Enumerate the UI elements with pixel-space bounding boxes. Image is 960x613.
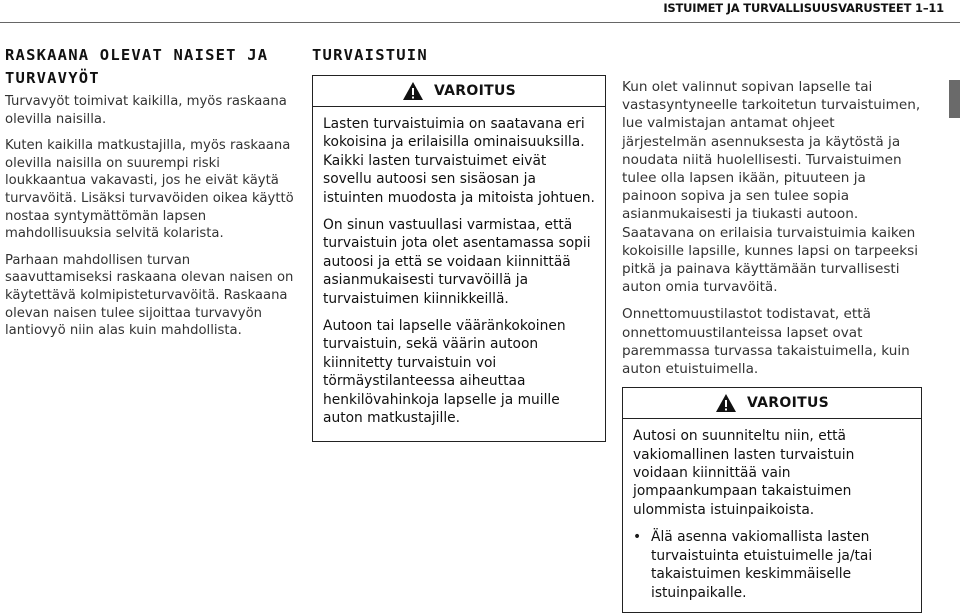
warning-box: [312, 75, 606, 442]
right-column: [622, 78, 922, 613]
warning-paragraph: Autosi on suunniteltu niin, että vakiomallinen lasten turvaistuin voidaan kiinnittää vain jompaankumpaan takaistuimen ulommista istuinpaikoista.: [633, 428, 855, 518]
chapter-thumb-tab: [949, 80, 960, 118]
paragraph: Turvavyöt toimivat kaikilla, myös raskaana olevilla naisilla.: [5, 94, 287, 127]
section-title-pregnant-women: RASKAANA OLEVAT NAISET JA TURVAVYÖT: [5, 46, 269, 87]
warning-box: [622, 387, 922, 613]
header-rule: [0, 22, 960, 23]
paragraph: Parhaan mahdollisen turvan saavuttamiseksi raskaana olevan naisen on käytettävä kolmipisteturvavöitä. Raskaana olevan naisen tulee sijoittaa turvavyön lantiovyö niin alas kuin mahdollista.: [5, 252, 294, 339]
paragraph: Kun olet valinnut sopivan lapselle tai vastasyntyneelle tarkoitetun turvaistuimen, lue valmistajan antamat ohjeet järjestelmän asennuksesta ja käytöstä ja noudata niitä huolellisesti. Turvaistuimen tulee olla lapsen ikään, pituuteen ja painoon sopiva ja sen tulee sopia asianmukaisesti ja tiukasti autoon. Saatavana on erilaisia turvaistuimia kaiken kokoisille lapsille, kunnes lapsi on tarpeeksi pitkä ja painava käyttämään turvallisesti auton omia turvavöitä.: [622, 79, 921, 296]
middle-column: [312, 44, 606, 442]
paragraph: Kuten kaikilla matkustajilla, myös raskaana olevilla naisilla on suurempi riski loukkaantua vakavasti, jos he eivät käytä turvavöitä. Lisäksi turvavöiden oikea käyttö nostaa syntymättömän lapsen mahdollisuuksia selvitä kolarista.: [5, 138, 294, 242]
warning-header: [313, 76, 605, 107]
warning-paragraph: Lasten turvaistuimia on saatavana eri kokoisina ja erilaisilla ominaisuuksilla. Kaikki lasten turvaistuimet eivät sovellu autoosi sen sisäosan ja istuinten muodosta ja mitoista johtuen.: [323, 116, 595, 206]
section-title-child-seat: TURVAISTUIN: [312, 46, 428, 64]
warning-header: [623, 388, 921, 419]
left-column: [5, 44, 295, 349]
warning-triangle-icon: [402, 81, 424, 101]
paragraph: Onnettomuustilastot todistavat, että onnettomuustilanteissa lapset ovat paremmassa turvassa takaistuimella, kuin auton etuistuimella.: [622, 306, 910, 378]
bullet-item: [633, 528, 911, 602]
warning-triangle-icon: [715, 393, 737, 413]
warning-label: VAROITUS: [746, 395, 829, 412]
bullet-symbol: •: [633, 529, 642, 546]
running-head: ISTUIMET JA TURVALLISUUSVARUSTEET 1–11: [663, 1, 944, 15]
warning-body: [623, 419, 921, 612]
warning-paragraph: Autoon tai lapselle vääränkokoinen turvaistuin, sekä väärin autoon kiinnitetty turvaistuin voi törmäystilanteessa aiheuttaa henkilövahinkoja lapselle ja muille auton matkustajille.: [323, 318, 566, 427]
warning-label: VAROITUS: [433, 83, 516, 99]
bullet-text: Älä asenna vakiomallista lasten turvaistuinta etuistuimelle ja/tai takaistuimen keskimmäiselle istuinpaikalle.: [651, 529, 873, 601]
warning-paragraph: On sinun vastuullasi varmistaa, että turvaistuin jota olet asentamassa sopii autoosi ja että se voidaan kiinnittää asianmukaisesti turvavöillä ja turvaistuimen kiinnikkeillä.: [323, 217, 591, 307]
warning-body: [313, 107, 605, 441]
